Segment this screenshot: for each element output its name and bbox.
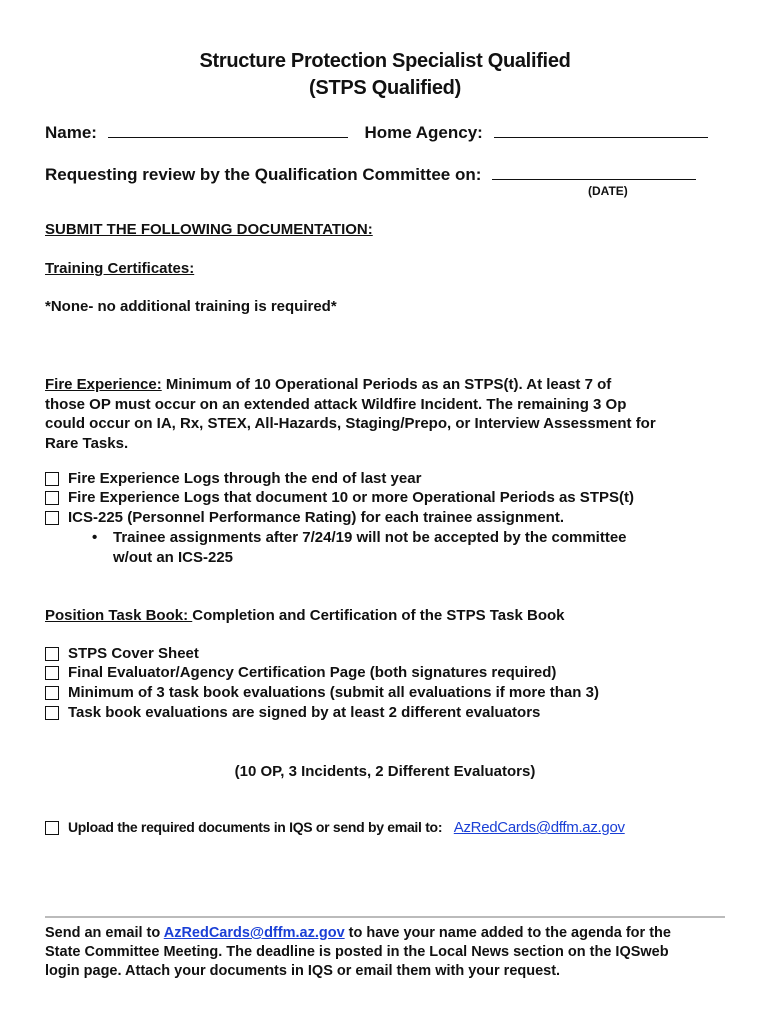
page-subtitle: (STPS Qualified)	[309, 77, 461, 99]
ics225-label: ICS-225 (Personnel Performance Rating) for each trainee assignment.	[68, 509, 564, 526]
submit-heading: SUBMIT THE FOLLOWING DOCUMENTATION:	[45, 221, 373, 238]
task-book-heading: Position Task Book:	[45, 607, 193, 624]
review-row	[45, 165, 696, 185]
fire-experience-text-2: those OP must occur on an extended attack Wildfire Incident. The remaining 3 Op	[45, 395, 627, 413]
footer-text-2: State Committee Meeting. The deadline is posted in the Local News section on the IQSweb	[45, 944, 669, 960]
certification-page-checkbox[interactable]	[45, 666, 59, 680]
name-label: Name:	[45, 123, 97, 142]
review-label: Requesting review by the Qualification Committee on:	[45, 165, 482, 184]
cover-sheet-checkbox[interactable]	[45, 647, 59, 661]
footer-divider	[45, 916, 725, 918]
training-heading: Training Certificates:	[45, 260, 195, 277]
task-book-description: Completion and Certification of the STPS Task Book	[192, 607, 565, 624]
upload-email-link[interactable]: AzRedCards@dffm.az.gov	[453, 819, 625, 836]
ics225-checkbox[interactable]	[45, 511, 59, 525]
home-agency-label: Home Agency:	[364, 123, 483, 142]
fire-experience-text-4: Rare Tasks.	[45, 434, 129, 452]
name-field[interactable]	[108, 136, 348, 138]
training-note: *None- no additional training is required*	[45, 298, 337, 315]
footer-prefix: Send an email to	[45, 925, 164, 941]
fire-experience-text-3: could occur on IA, Rx, STEX, All-Hazards, Staging/Prepo, or Interview Assessment for	[45, 415, 656, 432]
evaluations-label: Minimum of 3 task book evaluations (submit all evaluations if more than 3)	[68, 684, 599, 701]
evaluators-label: Task book evaluations are signed by at least 2 different evaluators	[68, 704, 541, 721]
upload-checkbox[interactable]	[45, 821, 59, 835]
bullet-icon: •	[92, 529, 98, 546]
footer-note	[45, 924, 735, 981]
evaluations-checkbox[interactable]	[45, 686, 59, 700]
ics225-note-2: w/out an ICS-225	[113, 549, 234, 566]
fire-log-10op-checkbox[interactable]	[45, 491, 59, 505]
footer-email-link[interactable]: AzRedCards@dffm.az.gov	[163, 925, 345, 941]
footer-text-1: to have your name added to the agenda for the	[344, 925, 671, 941]
upload-label: Upload the required documents in IQS or send by email to:	[68, 819, 443, 835]
fire-experience-heading: Fire Experience:	[45, 376, 162, 393]
footer-text-3: login page. Attach your documents in IQS or email them with your request.	[45, 963, 561, 979]
review-date-field[interactable]	[492, 178, 696, 180]
name-row	[45, 123, 708, 143]
date-caption: (DATE)	[588, 184, 628, 198]
evaluators-checkbox[interactable]	[45, 706, 59, 720]
ics225-note-1: Trainee assignments after 7/24/19 will not be accepted by the committee	[113, 529, 627, 546]
home-agency-field[interactable]	[494, 136, 708, 138]
fire-log-checkbox[interactable]	[45, 472, 59, 486]
task-book-row	[45, 607, 565, 624]
fire-experience-paragraph	[45, 375, 735, 453]
fire-log-10op-label: Fire Experience Logs that document 10 or more Operational Periods as STPS(t)	[68, 489, 634, 506]
fire-experience-text-1: Minimum of 10 Operational Periods as an STPS(t). At least 7 of	[161, 376, 612, 393]
page-title: Structure Protection Specialist Qualified	[199, 50, 571, 72]
fire-log-label: Fire Experience Logs through the end of last year	[68, 470, 422, 487]
cover-sheet-label: STPS Cover Sheet	[68, 645, 199, 662]
certification-page-label: Final Evaluator/Agency Certification Page (both signatures required)	[68, 664, 557, 681]
upload-row	[68, 819, 625, 836]
requirements-summary: (10 OP, 3 Incidents, 2 Different Evaluators)	[234, 763, 536, 780]
